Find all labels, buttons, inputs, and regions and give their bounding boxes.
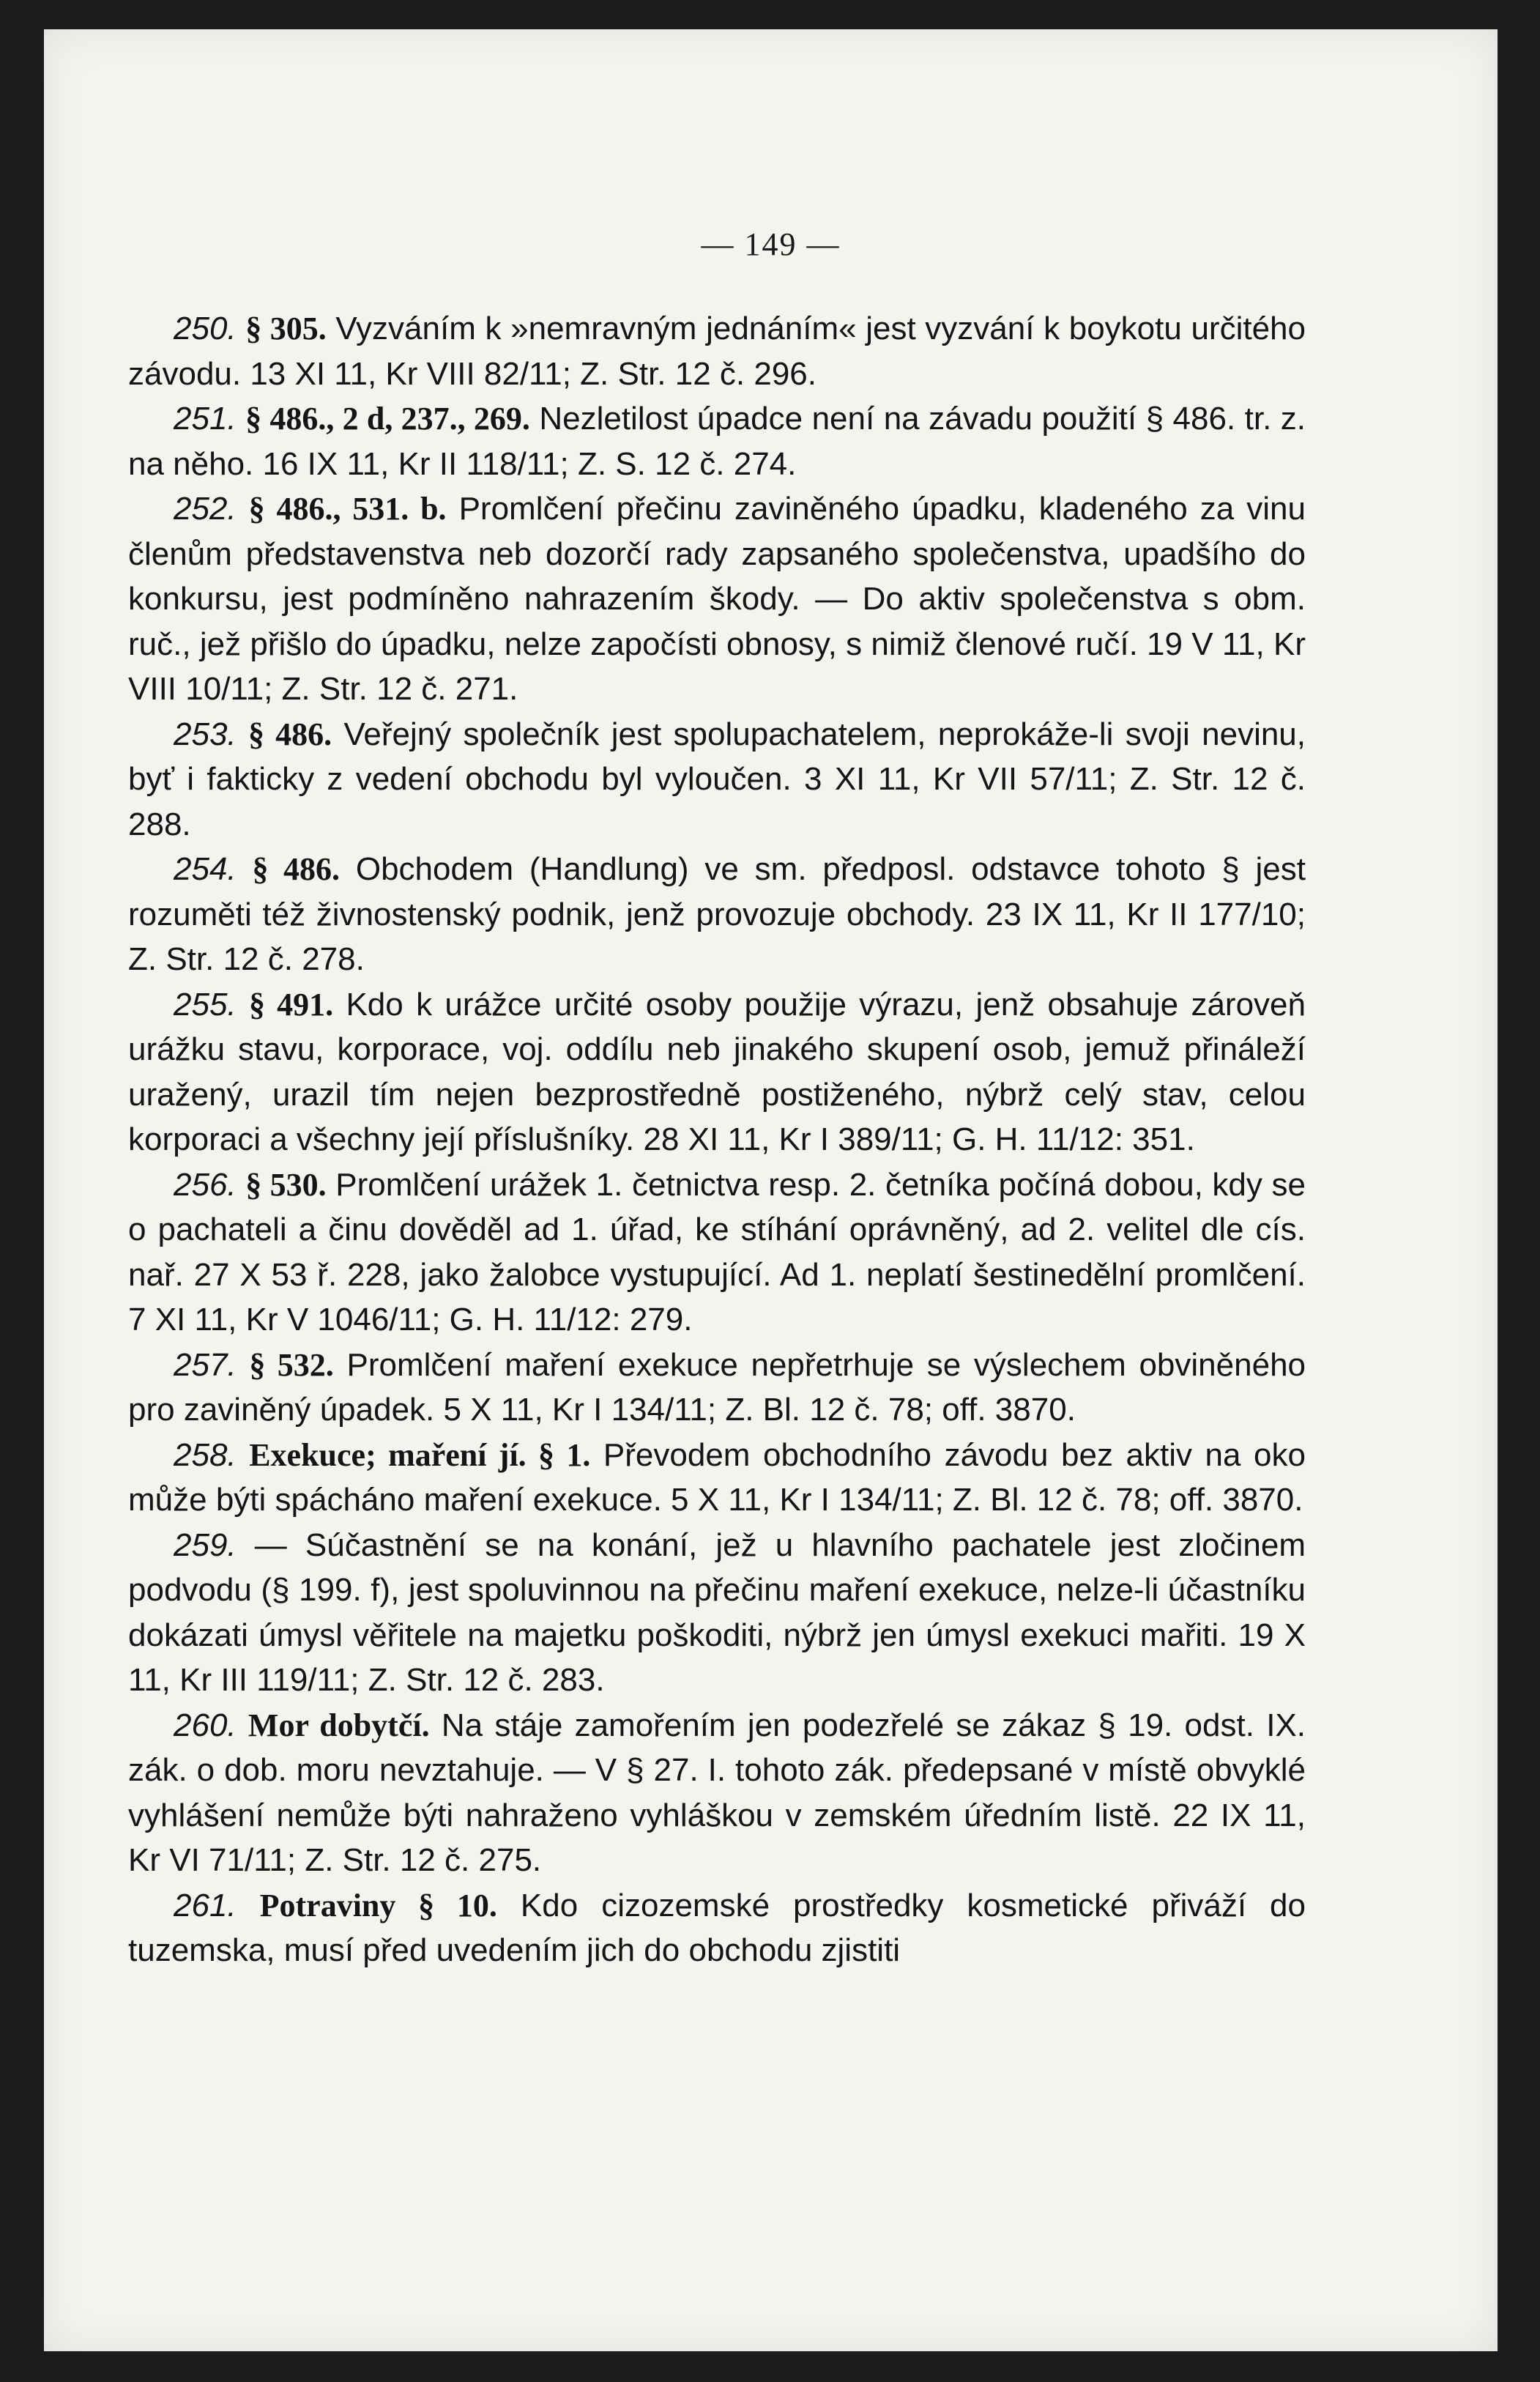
entry-number: 253. xyxy=(174,716,237,752)
entry-256 xyxy=(128,1162,1306,1343)
entry-body: Převodem obchodního závodu bez aktiv na oko může býti spácháno maření exekuce. 5 X 11, Kr I 134/11; Z. Bl. 12 č. 78; off. 3870. xyxy=(128,1436,1306,1518)
entry-number: 250. xyxy=(174,311,237,346)
entry-258 xyxy=(128,1433,1306,1523)
entry-reference: § 486., 531. b. xyxy=(248,491,447,527)
entry-253 xyxy=(128,712,1306,847)
entry-261 xyxy=(128,1883,1306,1973)
entry-reference: § 486., 2 d, 237., 269. xyxy=(245,401,530,437)
entry-251 xyxy=(128,396,1306,486)
entry-body: Promlčení maření exekuce nepřetrhuje se výslechem obviněného pro zaviněný úpadek. 5 X 11, Kr I 134/11; Z. Bl. 12 č. 78; off. 3870. xyxy=(128,1346,1306,1428)
entry-254 xyxy=(128,847,1306,982)
entry-reference: § 305. xyxy=(245,311,327,346)
entry-reference: § 532. xyxy=(249,1346,334,1383)
entry-reference: § 486. xyxy=(248,716,332,752)
entry-reference: Potraviny § 10. xyxy=(259,1887,497,1923)
entry-reference: § 530. xyxy=(245,1166,327,1203)
entry-250 xyxy=(128,306,1306,396)
entry-252 xyxy=(128,486,1306,712)
entry-number: 255. xyxy=(174,986,237,1023)
entry-255 xyxy=(128,982,1306,1162)
entry-259 xyxy=(128,1523,1306,1703)
entry-body: Na stáje zamořením jen podezřelé se zákaz § 19. odst. IX. zák. o dob. moru nevztahuje. — V § 27. I. tohoto zák. předepsané v místě obvyklé vyhlášení nemůže býti nahraženo vyhláškou v zemském úředním listě. 22 IX 11, Kr VI 71/11; Z. Str. 12 č. 275. xyxy=(128,1707,1306,1878)
entry-number: 260. xyxy=(174,1707,237,1743)
entry-reference: Mor dobytčí. xyxy=(248,1707,430,1743)
entry-number: 258. xyxy=(174,1436,237,1473)
entry-number: 256. xyxy=(174,1166,237,1203)
entry-number: 254. xyxy=(174,851,237,887)
entry-reference: Exekuce; maření jí. § 1. xyxy=(249,1436,591,1473)
entry-number: 251. xyxy=(174,401,237,437)
entry-number: 261. xyxy=(174,1887,237,1923)
page-number: — 149 — xyxy=(701,226,841,262)
book-page xyxy=(44,29,1498,2351)
entry-reference: § 491. xyxy=(248,986,334,1023)
entry-number: 252. xyxy=(174,491,237,527)
entry-body: — Súčastnění se na konání, jež u hlavního pachatele jest zločinem podvodu (§ 199. f), jest spoluvinnou na přečinu maření exekuce, nelze-li účastníku dokázati úmysl věřitele na majetku poškoditi, nýbrž jen úmysl exekuci mařiti. 19 X 11, Kr III 119/11; Z. Str. 12 č. 283. xyxy=(128,1526,1306,1698)
entry-reference: § 486. xyxy=(252,851,341,887)
entry-body: Kdo k urážce určité osoby použije výrazu, jenž obsahuje zároveň urážku stavu, korporace, voj. oddílu neb jinakého skupení osob, jemuž přináleží uražený, urazil tím nejen bezprostředně postiženého, nýbrž celý stav, celou korporaci a všechny její příslušníky. 28 XI 11, Kr I 389/11; G. H. 11/12: 351. xyxy=(128,986,1306,1157)
entry-body: Promlčení přečinu zaviněného úpadku, kladeného za vinu členům představenstva neb dozorčí rady zapsaného společenstva, upadšího do konkursu, jest podmíněno nahrazením škody. — Do aktiv společenstva s obm. ruč., jež přišlo do úpadku, nelze započísti obnosy, s nimiž členové ručí. 19 V 11, Kr VIII 10/11; Z. Str. 12 č. 271. xyxy=(128,491,1306,707)
entry-260 xyxy=(128,1703,1306,1883)
entry-body: Nezletilost úpadce není na závadu použití § 486. tr. z. na něho. 16 IX 11, Kr II 118/11; Z. S. 12 č. 274. xyxy=(128,401,1306,482)
entry-number: 259. xyxy=(174,1526,237,1563)
entry-257 xyxy=(128,1343,1306,1433)
entry-body: Kdo cizozemské prostředky kosmetické přiváží do tuzemska, musí před uvedením jich do obchodu zjistiti xyxy=(128,1887,1306,1968)
entry-body: Promlčení urážek 1. četnictva resp. 2. četníka počíná dobou, kdy se o pachateli a činu dověděl ad 1. úřad, ke stíhání oprávněný, ad 2. velitel dle cís. nař. 27 X 53 ř. 228, jako žalobce vystupující. Ad 1. neplatí šestinedělní promlčení. 7 XI 11, Kr V 1046/11; G. H. 11/12: 279. xyxy=(128,1166,1306,1337)
entry-number: 257. xyxy=(174,1346,237,1383)
entry-body: Obchodem (Handlung) ve sm. předposl. odstavce tohoto § jest rozuměti též živnostenský podnik, jenž provozuje obchody. 23 IX 11, Kr II 177/10; Z. Str. 12 č. 278. xyxy=(128,851,1306,977)
entry-body: Veřejný společník jest spolupachatelem, neprokáže-li svoji nevinu, byť i fakticky z vedení obchodu byl vyloučen. 3 XI 11, Kr VII 57/11; Z. Str. 12 č. 288. xyxy=(128,716,1306,842)
entries-text xyxy=(128,306,1306,1973)
entry-body: Vyzváním k »nemravným jednáním« jest vyzvání k boykotu určitého závodu. 13 XI 11, Kr VIII 82/11; Z. Str. 12 č. 296. xyxy=(128,311,1306,392)
